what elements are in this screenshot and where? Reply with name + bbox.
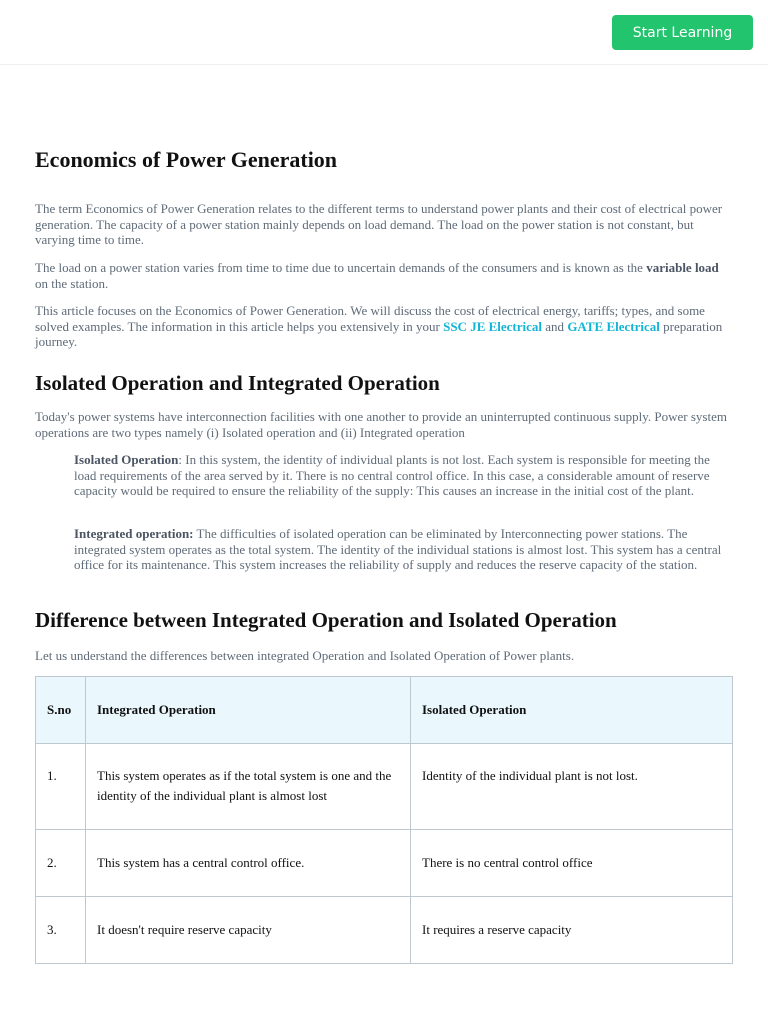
table-cell: There is no central control office (411, 830, 733, 897)
gate-electrical-link[interactable]: GATE Electrical (567, 318, 660, 334)
focus-post: preparation journey. (35, 318, 723, 350)
table-row (36, 897, 733, 964)
table-cell: 2. (36, 830, 86, 897)
table-cell: 3. (36, 897, 86, 964)
comparison-table (35, 676, 733, 964)
difference-intro: Let us understand the differences between integrated Operation and Isolated Operation of Power plants. (35, 648, 575, 663)
intro-paragraph: The term Economics of Power Generation relates to the different terms to understand power plants and their cost of electrical power generation. The capacity of a power station mainly depends on load demand. The load on the power station is not constant, but varying time to time. (35, 201, 723, 248)
focus-paragraph (35, 303, 733, 350)
table-header-cell: S.no (36, 677, 86, 744)
table-cell: This system operates as if the total system is one and the identity of the individual plant is almost lost (86, 744, 411, 830)
integrated-operation-term: Integrated operation: (74, 526, 194, 541)
table-row (36, 744, 733, 830)
isolated-operation-paragraph (74, 452, 733, 499)
difference-heading: Difference between Integrated Operation and Isolated Operation (35, 608, 617, 632)
integrated-operation-paragraph (74, 526, 733, 573)
operation-heading: Isolated Operation and Integrated Operation (35, 371, 440, 395)
table-cell: This system has a central control office. (86, 830, 411, 897)
table-cell: Identity of the individual plant is not lost. (411, 744, 733, 830)
isolated-operation-term: Isolated Operation (74, 452, 179, 467)
table-header-cell: Isolated Operation (411, 677, 733, 744)
focus-pre: This article focuses on the Economics of Power Generation. We will discuss the cost of electrical energy, tariffs; types, and some solved examples. The information in this article helps you extensively in your (35, 303, 705, 334)
variable-load-pre: The load on a power station varies from time to time due to uncertain demands of the consumers and is known as the (35, 260, 647, 275)
table-cell: It doesn't require reserve capacity (86, 897, 411, 964)
start-learning-button[interactable]: Start Learning (612, 15, 753, 50)
variable-load-term: variable load (646, 260, 719, 275)
table-header-cell: Integrated Operation (86, 677, 411, 744)
ssc-je-electrical-link[interactable]: SSC JE Electrical (443, 318, 543, 334)
isolated-operation-text: : In this system, the identity of individual plants is not lost. Each system is responsible for meeting the load requirements of the area served by it. There is no central control office. In this case, a considerable amount of reserve capacity would be required to ensure the reliability of the supply: This causes an increase in the initial cost of the plant. (74, 452, 710, 499)
variable-load-post: on the station. (35, 275, 109, 291)
table-header-row (36, 677, 733, 744)
focus-and: and (542, 318, 568, 334)
top-bar (0, 0, 768, 65)
page-title: Economics of Power Generation (35, 147, 338, 172)
table-cell: 1. (36, 744, 86, 830)
table-row (36, 830, 733, 897)
integrated-operation-text: The difficulties of isolated operation can be eliminated by Interconnecting power stations. The integrated system operates as the total system. The identity of the individual stations is almost lost. This system has a central office for its maintenance. This system increases the reliability of supply and reduces the reserve capacity of the station. (74, 526, 722, 573)
variable-load-paragraph (35, 260, 733, 291)
operation-intro: Today's power systems have interconnection facilities with one another to provide an uninterrupted continuous supply. Power system operations are two types namely (i) Isolated operation and (ii) Integrated operation (35, 409, 727, 440)
table-cell: It requires a reserve capacity (411, 897, 733, 964)
